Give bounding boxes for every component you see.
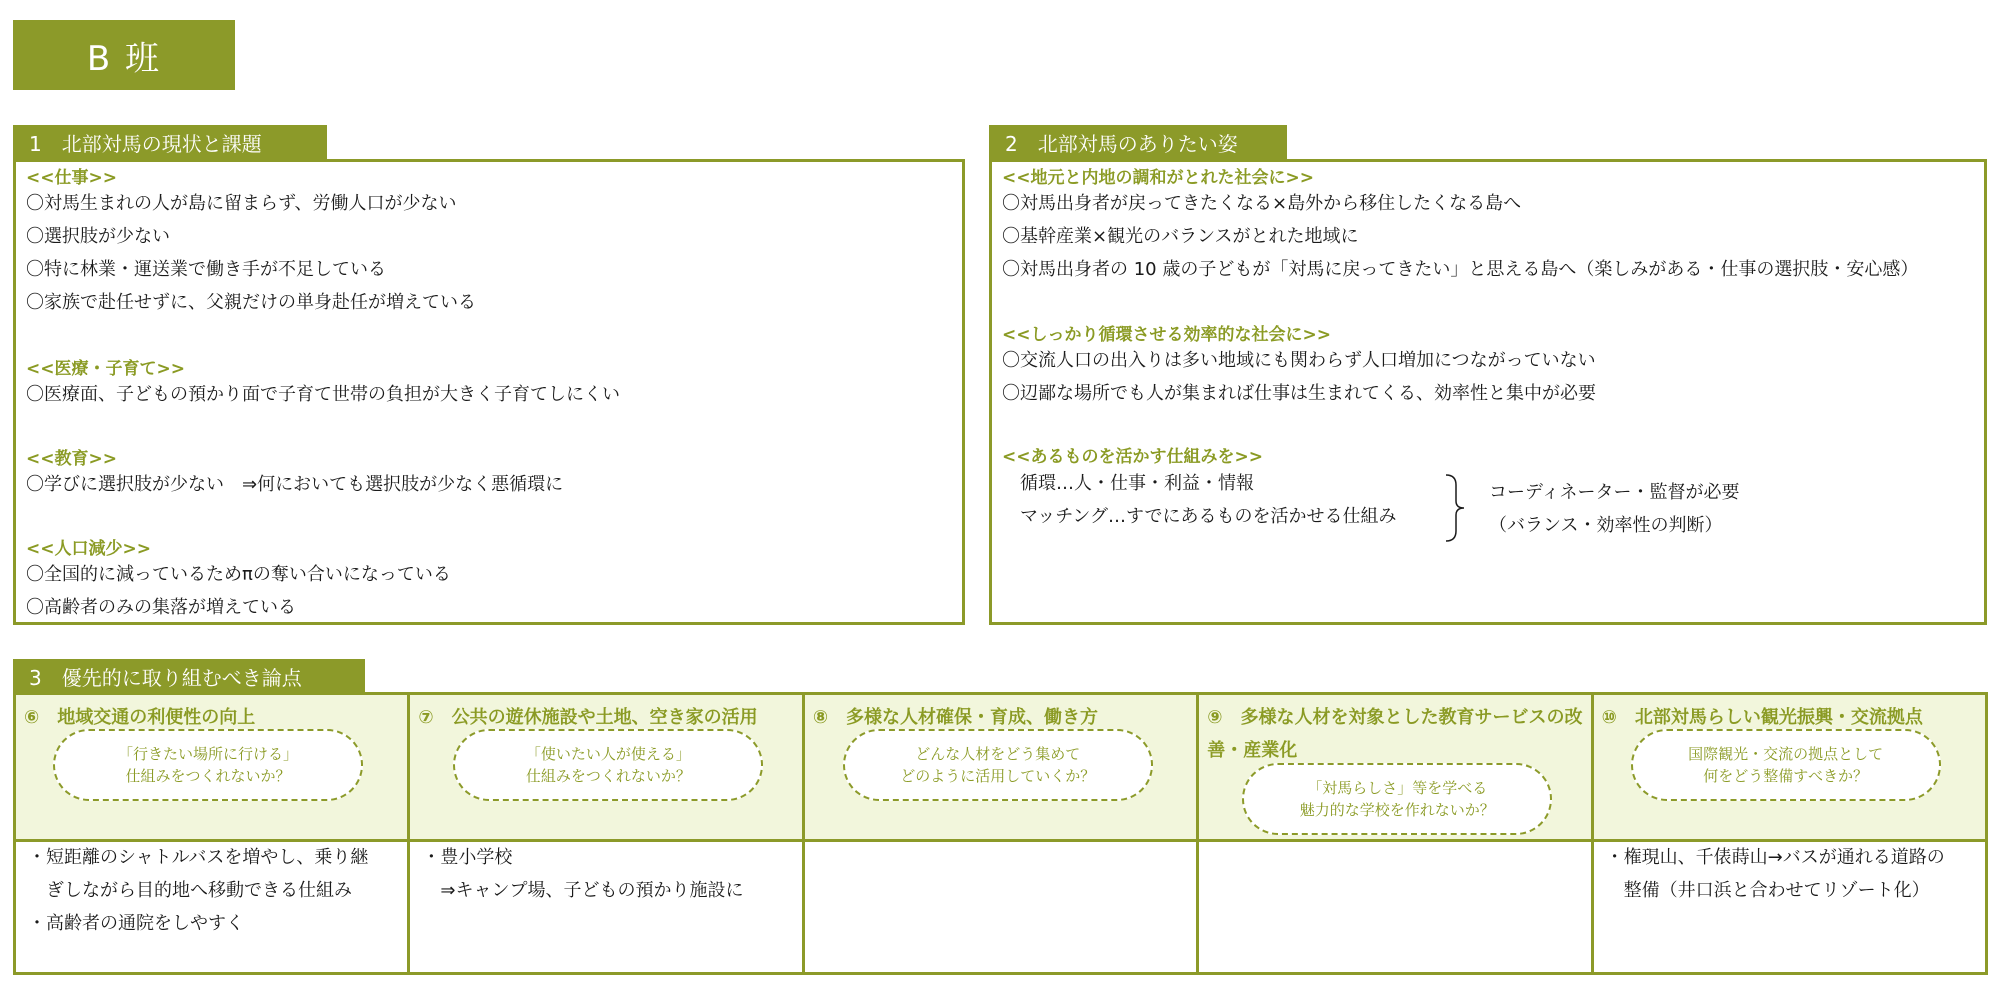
section2-tab: 2 北部対馬のありたい姿 [989,125,1287,160]
column-body [410,842,801,972]
section1-tab: 1 北部対馬の現状と課題 [13,125,327,160]
section3-tab: 3 優先的に取り組むべき論点 [13,659,365,694]
bubble-line: 「対馬らしさ」等を学べる [1307,779,1488,797]
list-item: ・豊小学校 [422,847,513,868]
list-item: 〇対馬生まれの人が島に留まらず、労働人口が少ない [26,193,457,214]
column-header [16,695,407,842]
coordinator-note: コーディネーター・監督が必要 [1489,482,1740,503]
page-title: B 班 [13,20,235,90]
column-title: ⑨ 多様な人材を対象とした教育サービスの改善・産業化 [1207,707,1583,761]
bubble-line: 魅力的な学校を作れないか？ [1299,801,1495,819]
heading-work: <<仕事>> [26,168,117,188]
column-title: ⑥ 地域交通の利便性の向上 [24,707,256,728]
column-header [410,695,801,842]
priority-column [16,695,407,972]
heading-efficient: <<しっかり循環させる効率的な社会に>> [1002,325,1331,345]
priority-column [407,695,801,972]
list-item: 〇対馬出身者が戻ってきたくなる×島外から移住したくなる島へ [1002,193,1522,214]
list-item: マッチング…すでにあるものを活かせる仕組み [1020,506,1397,527]
list-item: 〇交流人口の出入りは多い地域にも関わらず人口増加につながっていない [1002,350,1596,371]
priority-column [1196,695,1590,972]
column-body [1594,842,1985,972]
bubble-line: 「行きたい場所に行ける」 [117,745,298,763]
list-item: 〇選択肢が少ない [26,226,170,247]
column-title: ⑦ 公共の遊休施設や土地、空き家の活用 [418,707,758,728]
bubble-line: 国際観光・交流の拠点として [1688,745,1884,763]
list-item: 〇学びに選択肢が少ない ⇒何においても選択肢が少なく悪循環に [26,474,564,495]
coordinator-note-sub: （バランス・効率性の判断） [1489,515,1723,536]
column-header [1594,695,1985,842]
curly-brace-icon [1444,473,1468,543]
list-item: ・権現山、千俵蒔山→バスが通れる道路の [1605,847,1945,868]
heading-utilize: <<あるものを活かす仕組みを>> [1002,447,1263,467]
column-body [1199,842,1590,972]
column-header [1199,695,1590,842]
heading-population: <<人口減少>> [26,539,151,559]
question-bubble [53,729,363,801]
column-body [805,842,1196,972]
list-item: ぎしながら目的地へ移動できる仕組み [28,880,352,901]
list-item: 〇全国的に減っているためπの奪い合いになっている [26,564,451,585]
heading-education: <<教育>> [26,449,117,469]
section2-panel [989,159,1987,625]
bubble-line: 何をどう整備すべきか？ [1703,767,1868,785]
list-item: 整備（井口浜と合わせてリゾート化） [1605,880,1930,901]
bubble-line: どんな人材をどう集めて [915,745,1081,763]
question-bubble [1242,763,1552,835]
heading-harmony: <<地元と内地の調和がとれた社会に>> [1002,168,1314,188]
list-item: ・短距離のシャトルバスを増やし、乗り継 [28,847,369,868]
heading-medical: <<医療・子育て>> [26,359,185,379]
list-item: 〇特に林業・運送業で働き手が不足している [26,259,386,280]
list-item: 〇家族で赴任せずに、父親だけの単身赴任が増えている [26,292,476,313]
column-body [16,842,407,972]
question-bubble [1631,729,1941,801]
bubble-line: 仕組みをつくれないか？ [525,767,691,785]
priority-column [1591,695,1985,972]
list-item: 〇高齢者のみの集落が増えている [26,597,296,618]
bubble-line: 「使いたい人が使える」 [525,745,691,763]
question-bubble [453,729,763,801]
bubble-line: どのように活用していくか？ [900,767,1096,785]
column-title: ⑩ 北部対馬らしい観光振興・交流拠点 [1601,707,1923,728]
column-title: ⑧ 多様な人材確保・育成、働き方 [812,707,1099,728]
column-header [805,695,1196,842]
list-item: ⇒キャンプ場、子どもの預かり施設に [422,880,744,901]
question-bubble [843,729,1153,801]
list-item: 〇医療面、子どもの預かり面で子育て世帯の負担が大きく子育てしにくい [26,384,620,405]
list-item: 循環…人・仕事・利益・情報 [1020,473,1254,494]
list-item: ・高齢者の通院をしやすく [28,913,244,934]
bubble-line: 仕組みをつくれないか？ [125,767,291,785]
priority-table [13,692,1988,975]
section1-panel [13,159,965,625]
list-item: 〇基幹産業×観光のバランスがとれた地域に [1002,226,1359,247]
list-item: 〇辺鄙な場所でも人が集まれば仕事は生まれてくる、効率性と集中が必要 [1002,383,1596,404]
list-item: 〇対馬出身者の 10 歳の子どもが「対馬に戻ってきたい」と思える島へ（楽しみがある・仕事の選択肢・安心感） [1002,259,1919,280]
priority-column [802,695,1196,972]
